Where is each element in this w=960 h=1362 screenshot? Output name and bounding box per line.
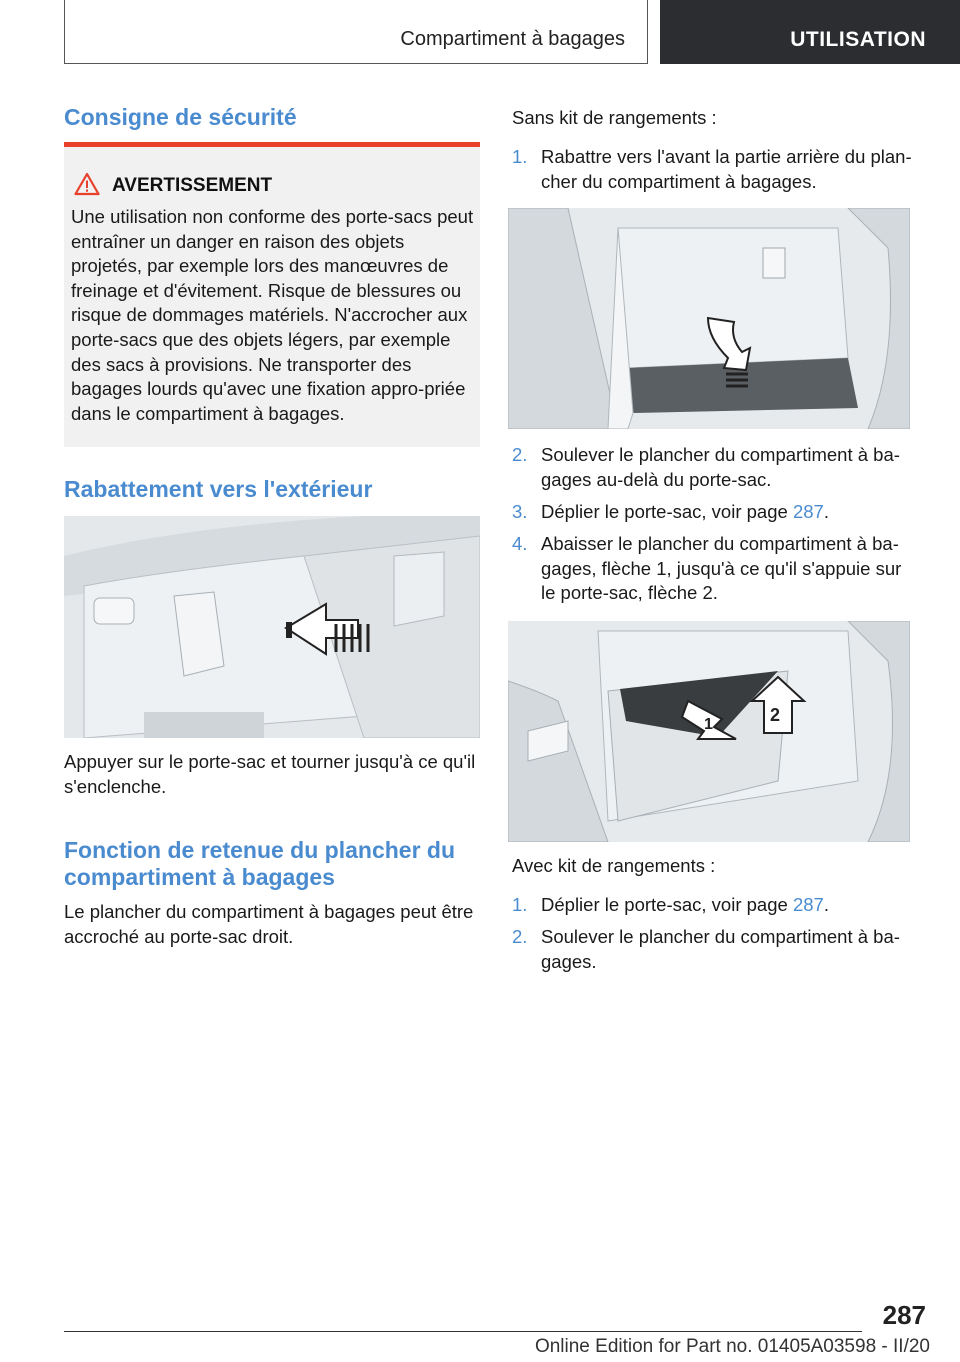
step-text-before: Déplier le porte-sac, voir page xyxy=(541,501,793,522)
page-link[interactable]: 287 xyxy=(792,501,824,522)
footer-edition: Online Edition for Part no. 01405A03598 - II/20 xyxy=(534,1336,930,1357)
step-number: 1. xyxy=(512,894,528,915)
step-text: Soulever le plancher du compartiment à ba-gages au-delà du porte-sac. xyxy=(541,444,900,490)
arrow-1-label: 1 xyxy=(704,716,713,733)
step-text-after: . xyxy=(823,894,829,915)
fold-out-text: Appuyer sur le porte-sac et tourner jusqu'à ce qu'il s'enclenche. xyxy=(64,751,476,797)
figure-floor-retention xyxy=(508,621,910,842)
page-number: 287 xyxy=(882,1300,926,1330)
figure-floor-fold-forward xyxy=(508,208,910,429)
figure-bag-hook-push xyxy=(64,516,480,738)
step-number: 1. xyxy=(512,146,528,167)
step-text xyxy=(541,500,919,525)
safety-heading: Consigne de sécurité xyxy=(64,104,297,130)
arrow-2-label: 2 xyxy=(770,705,781,725)
step-text-before: Déplier le porte-sac, voir page xyxy=(541,894,793,915)
header-chapter-title: UTILISATION xyxy=(790,28,926,51)
footer-divider xyxy=(64,1331,862,1332)
step-number: 4. xyxy=(512,533,528,554)
step-text: Abaisser le plancher du compartiment à ba-gages, flèche 1, jusqu'à ce qu'il s'appuie sur le porte-sac, flèche 2. xyxy=(541,533,902,603)
warning-text: Une utilisation non conforme des porte-sacs peut entraîner un danger en raison des objets projetés, par exemple lors des manœuvres de freinage et d'évitement. Risque de blessures ou risque de dommages matériels. N'accrocher aux porte-sacs que des objets légers, par exemple des sacs à provisions. Ne transporter des bagages lourds qu'avec une fixation appro-priée dans le compartiment à bagages. xyxy=(71,206,474,424)
header-chapter-tab xyxy=(660,0,960,64)
step-text-after: . xyxy=(823,501,829,522)
retention-text: Le plancher du compartiment à bagages peut être accroché au porte-sac droit. xyxy=(64,901,474,947)
retention-heading: Fonction de retenue du plancher du compartiment à bagages xyxy=(64,837,456,890)
fold-out-heading: Rabattement vers l'extérieur xyxy=(64,476,373,502)
warning-box xyxy=(64,142,480,447)
without-kit-label: Sans kit de rangements : xyxy=(512,107,717,128)
step-text: Soulever le plancher du compartiment à ba-gages. xyxy=(541,926,900,972)
step-text xyxy=(541,893,919,918)
warning-title: AVERTISSEMENT xyxy=(112,175,273,196)
step-text: Rabattre vers l'avant la partie arrière du plan-cher du compartiment à bagages. xyxy=(541,146,912,192)
page-link[interactable]: 287 xyxy=(792,894,824,915)
step-number: 2. xyxy=(512,444,528,465)
warning-triangle-icon xyxy=(74,172,100,196)
with-kit-label: Avec kit de rangements : xyxy=(512,855,716,876)
header-section-tab xyxy=(64,0,648,64)
step-number: 2. xyxy=(512,926,528,947)
header-section-title: Compartiment à bagages xyxy=(400,28,625,50)
step-number: 3. xyxy=(512,501,528,522)
